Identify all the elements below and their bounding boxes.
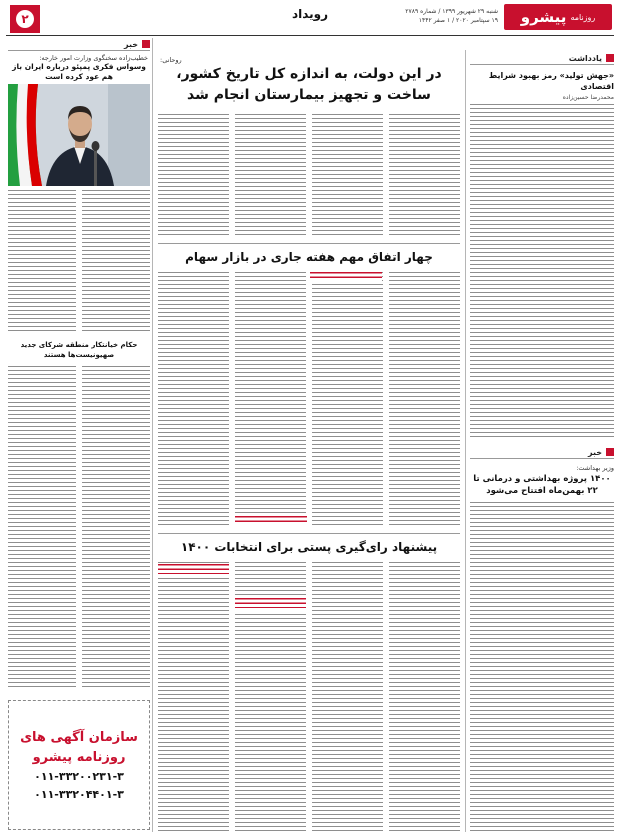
left-news-body [8, 190, 150, 334]
left-news-body-column [8, 190, 76, 334]
ad-title-line2: روزنامه پیشرو [32, 749, 126, 765]
right-news-section-bar [470, 446, 614, 459]
right-news-title: ۱۴۰۰ پروژه بهداشتی و درمانی تا ۲۲ بهمن‌ماه افتتاح می‌شود [473, 474, 611, 496]
lead-bottom-rule [158, 243, 460, 244]
lead-body-column [312, 114, 383, 238]
newspaper-logo [504, 4, 612, 30]
left-news-marker-icon [142, 40, 150, 48]
ad-phone-1: ۰۱۱-۳۳۲۰۰۲۳۱-۳ [34, 769, 124, 783]
stocks-body-column [312, 272, 383, 528]
header-rule [6, 35, 614, 36]
stocks-body-column [235, 272, 306, 528]
lead-body [158, 114, 460, 238]
note-label: یادداشت [568, 53, 602, 63]
right-news-marker-icon [606, 448, 614, 456]
logo-name: پیشرو [520, 8, 567, 26]
left-news2-body [8, 366, 150, 690]
left-news-body-column [82, 190, 150, 334]
election-subhead-decoration [158, 564, 229, 577]
note-body-text [470, 104, 614, 440]
date-persian: شنبه ۲۹ شهریور ۱۳۹۹ / شماره ۲۷۸۹ [405, 8, 498, 15]
left-news-label: خبر [123, 39, 138, 49]
election-headline: پیشنهاد رای‌گیری پستی برای انتخابات ۱۴۰۰ [180, 540, 438, 554]
note-author: محمدرضا حسین‌زاده [562, 94, 614, 101]
note-section-bar [470, 52, 614, 65]
stocks-subhead-decoration [310, 272, 382, 281]
right-news-kicker: وزیر بهداشت: [576, 464, 614, 472]
page-number: ۲ [16, 10, 34, 28]
stocks-headline: چهار اتفاق مهم هفته جاری در بازار سهام [185, 250, 433, 264]
lead-headline-line1: در این دولت، به اندازه کل تاریخ کشور، [176, 66, 442, 82]
ad-phone-2: ۰۱۱-۳۳۲۰۴۴۰۱-۳ [34, 787, 124, 801]
lead-headline-line2: ساخت و تجهیز بیمارستان انجام شد [187, 87, 431, 103]
election-body-column [389, 562, 460, 832]
logo-prefix: روزنامه [570, 12, 596, 22]
lead-body-column [389, 114, 460, 238]
election-quote-decoration [235, 598, 306, 611]
left-news2-title: حکام خیانتکار منطقه شرکای جدید صهیونیست‌ها هستند [20, 341, 138, 359]
stocks-body-column [158, 272, 229, 528]
stocks-body [158, 272, 460, 528]
left-news2-body-column [8, 366, 76, 690]
note-title: «جهش تولید» رمز بهبود شرایط اقتصادی [488, 71, 614, 91]
right-news-body-text [470, 502, 614, 832]
ad-title-line1: سازمان آگهی های [20, 729, 138, 745]
election-body [158, 562, 460, 832]
ad-box [8, 700, 150, 830]
left-news-section-bar [8, 38, 150, 51]
lead-body-column [235, 114, 306, 238]
lead-body-column [158, 114, 229, 238]
column-rule-right [465, 50, 466, 832]
stocks-bottom-rule [158, 533, 460, 534]
left-news2-body-column [82, 366, 150, 690]
page-number-badge [10, 5, 40, 33]
stocks-body-column [389, 272, 460, 528]
section-title: رویداد [291, 7, 329, 21]
lead-headline [158, 64, 460, 106]
left-news-kicker: خطیب‌زاده سخنگوی وزارت امور خارجه: [39, 54, 148, 62]
election-body-column [312, 562, 383, 832]
issue-date [378, 7, 498, 25]
date-gregorian: ۱۹ سپتامبر ۲۰۲۰ / ۱ صفر ۱۴۴۲ [418, 17, 498, 24]
lead-kicker: روحانی: [160, 56, 182, 64]
note-marker-icon [606, 54, 614, 62]
left-news-title: وسواس فکری پمپئو درباره ایران باز هم عود کرده است [12, 62, 146, 81]
photo-wall [108, 84, 150, 186]
right-news-label: خبر [587, 447, 602, 457]
stocks-quote-decoration [235, 516, 307, 525]
spokesman-photo [8, 84, 150, 186]
column-rule-left [152, 38, 153, 832]
election-body-column [158, 562, 229, 832]
